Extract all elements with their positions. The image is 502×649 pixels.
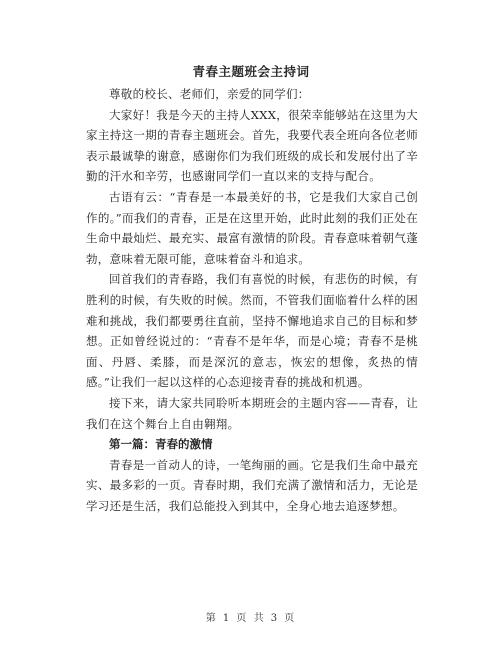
paragraph-quote: 古语有云：“青春是一本最美好的书，它是我们大家自己创作的。”而我们的青春，正是在这里开始，此时此刻的我们正处在生命中最灿烂、最充实、最富有激情的阶段。青春意味着朝气蓬勃，意味着无限可能，意味着奋斗和追求。 xyxy=(86,189,418,266)
document-title: 青春主题班会主持词 xyxy=(192,64,310,79)
section-paragraph: 青春是一首动人的诗，一笔绚丽的画。它是我们生命中最充实、最多彩的一页。青春时期，我们充满了激情和活力，无论是学习还是生活，我们总能投入到其中，全身心地去追逐梦想。 xyxy=(86,457,418,513)
paragraph-transition: 接下来，请大家共同聆听本期班会的主题内容——青春，让我们在这个舞台上自由翱翔。 xyxy=(86,395,418,431)
paragraph-opening: 大家好！我是今天的主持人XXX，很荣幸能够站在这里为大家主持这一期的青春主题班会。首先，我要代表全班向各位老师表示最诚挚的谢意，感谢你们为我们班级的成长和发展付出了辛勤的汗水和辛劳，也感谢同学们一直以来的支持与配合。 xyxy=(86,107,418,184)
section-heading: 第一篇：青春的激情 xyxy=(109,437,213,452)
greeting-line: 尊敬的校长、老师们，亲爱的同学们： xyxy=(109,87,310,101)
paragraph-review: 回首我们的青春路，我们有喜悦的时候，有悲伤的时候，有胜利的时候，有失败的时候。然而，不管我们面临着什么样的困难和挑战，我们都要勇往直前，坚持不懈地追求自己的目标和梦想。正如曾经说过的：“青春不是年华，而是心境；青春不是桃面、丹唇、柔膝，而是深沉的意志，恢宏的想像，炙热的情感。”让我们一起以这样的心态迎接青春的挑战和机遇。 xyxy=(86,272,418,390)
page-number-footer: 第 1 页 共 3 页 xyxy=(205,613,297,624)
document-body xyxy=(86,84,418,516)
